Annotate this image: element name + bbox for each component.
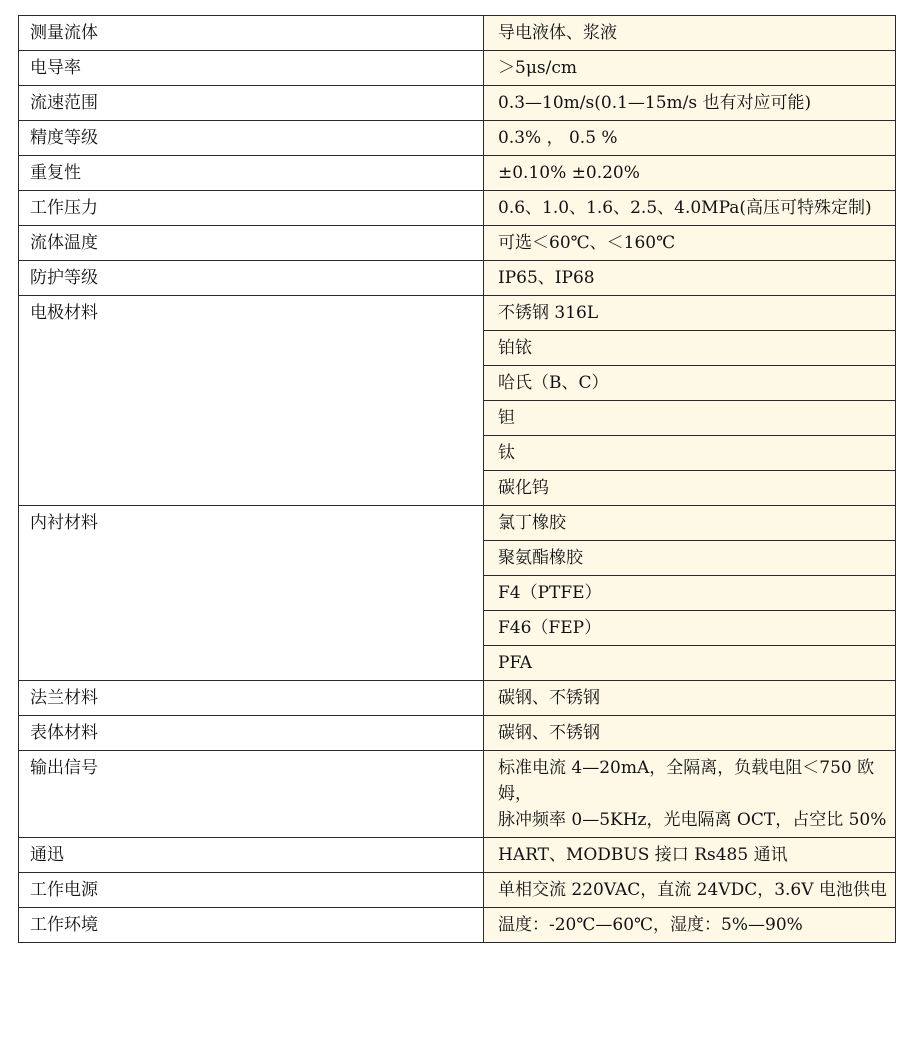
row-label: 输出信号 — [19, 751, 484, 838]
row-label: 流体温度 — [19, 226, 484, 261]
row-value: F46（FEP） — [484, 611, 896, 646]
row-label: 防护等级 — [19, 261, 484, 296]
row-label: 重复性 — [19, 156, 484, 191]
row-value: 导电液体、浆液 — [484, 16, 896, 51]
table-row — [19, 908, 896, 943]
spec-table — [18, 15, 896, 943]
table-row — [19, 716, 896, 751]
row-value: 不锈钢 316L — [484, 296, 896, 331]
table-row — [19, 51, 896, 86]
row-value: PFA — [484, 646, 896, 681]
row-label: 内衬材料 — [19, 506, 484, 681]
row-value: 钛 — [484, 436, 896, 471]
row-value: 聚氨酯橡胶 — [484, 541, 896, 576]
row-label: 电极材料 — [19, 296, 484, 506]
row-value: 碳钢、不锈钢 — [484, 716, 896, 751]
row-label: 工作压力 — [19, 191, 484, 226]
row-value: 0.3% ， 0.5 % — [484, 121, 896, 156]
table-row — [19, 226, 896, 261]
row-label: 表体材料 — [19, 716, 484, 751]
row-value: 温度：-20℃—60℃，湿度：5%—90% — [484, 908, 896, 943]
table-row — [19, 506, 896, 541]
row-label: 测量流体 — [19, 16, 484, 51]
table-row — [19, 191, 896, 226]
table-row — [19, 261, 896, 296]
table-row — [19, 873, 896, 908]
row-value: 氯丁橡胶 — [484, 506, 896, 541]
row-label: 电导率 — [19, 51, 484, 86]
row-value: 可选＜60℃、＜160℃ — [484, 226, 896, 261]
row-value: ±0.10% ±0.20% — [484, 156, 896, 191]
table-row — [19, 681, 896, 716]
row-value: F4（PTFE） — [484, 576, 896, 611]
row-value: ＞5μs/cm — [484, 51, 896, 86]
table-row — [19, 751, 896, 838]
table-row — [19, 121, 896, 156]
row-value: 铂铱 — [484, 331, 896, 366]
row-value: IP65、IP68 — [484, 261, 896, 296]
row-value: 单相交流 220VAC，直流 24VDC，3.6V 电池供电 — [484, 873, 896, 908]
table-row — [19, 86, 896, 121]
row-label: 工作电源 — [19, 873, 484, 908]
row-value: 0.3—10m/s(0.1—15m/s 也有对应可能) — [484, 86, 896, 121]
table-row — [19, 838, 896, 873]
row-value: 碳化钨 — [484, 471, 896, 506]
row-label: 工作环境 — [19, 908, 484, 943]
table-row — [19, 296, 896, 331]
row-label: 流速范围 — [19, 86, 484, 121]
table-row — [19, 156, 896, 191]
row-value: 碳钢、不锈钢 — [484, 681, 896, 716]
row-value: 标准电流 4—20mA，全隔离，负载电阻＜750 欧姆， 脉冲频率 0—5KHz，光电隔离 OCT，占空比 50% — [484, 751, 896, 838]
row-value: 0.6、1.0、1.6、2.5、4.0MPa(高压可特殊定制) — [484, 191, 896, 226]
spec-table-body — [19, 16, 896, 943]
row-value: 钽 — [484, 401, 896, 436]
row-label: 通迅 — [19, 838, 484, 873]
row-label: 精度等级 — [19, 121, 484, 156]
table-row — [19, 16, 896, 51]
row-value: HART、MODBUS 接口 Rs485 通讯 — [484, 838, 896, 873]
row-label: 法兰材料 — [19, 681, 484, 716]
row-value: 哈氏（B、C） — [484, 366, 896, 401]
